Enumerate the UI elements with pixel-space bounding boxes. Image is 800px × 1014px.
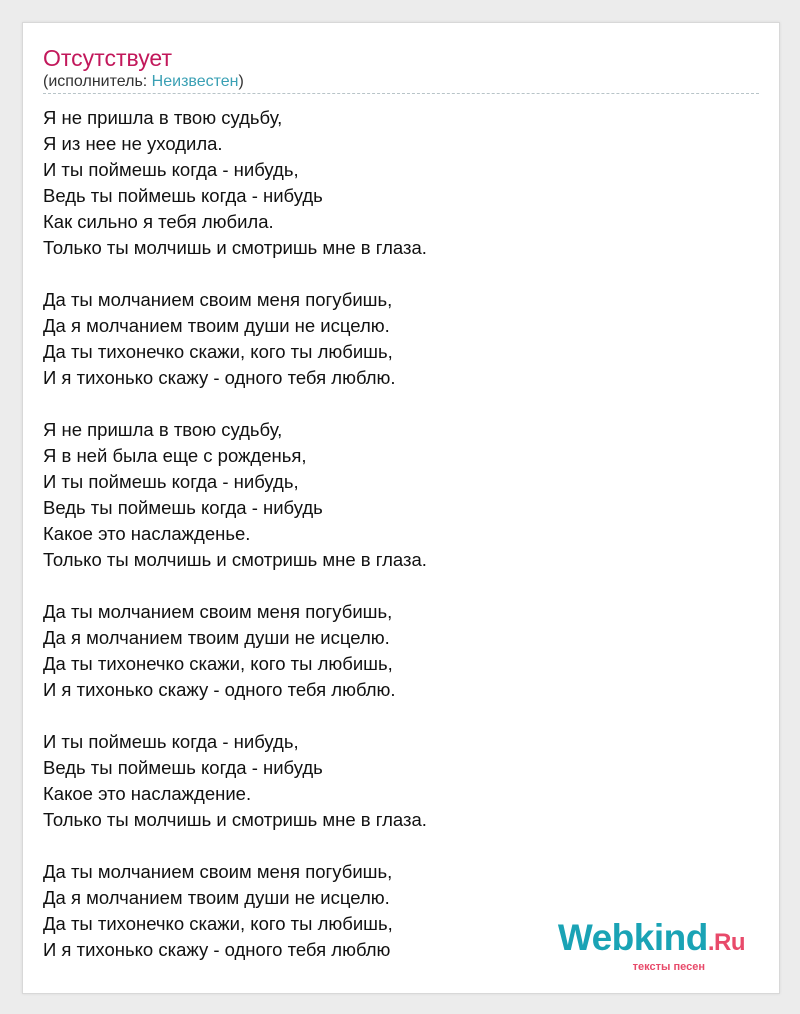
logo-tagline: тексты песен <box>632 961 705 973</box>
lyrics-line: Какое это наслажденье. <box>43 523 251 544</box>
lyrics-line: Я не пришла в твою судьбу, <box>43 107 283 128</box>
logo-wordmark <box>557 917 745 961</box>
lyrics-line: Только ты молчишь и смотришь мне в глаза. <box>43 549 427 570</box>
lyrics-stanza <box>43 287 759 391</box>
webkind-logo[interactable] <box>557 917 745 973</box>
lyrics-stanza <box>43 105 759 261</box>
lyrics-line: Да ты тихонечко скажи, кого ты любишь, <box>43 341 393 362</box>
lyrics-stanza <box>43 417 759 573</box>
lyrics-line: Да ты молчанием своим меня погубишь, <box>43 601 393 622</box>
lyrics-line: И ты поймешь когда - нибудь, <box>43 471 299 492</box>
lyrics-line: Да ты молчанием своим меня погубишь, <box>43 289 393 310</box>
artist-suffix: ) <box>238 73 244 90</box>
lyrics-stanza <box>43 599 759 703</box>
lyrics-line: Ведь ты поймешь когда - нибудь <box>43 757 323 778</box>
lyrics-line: Да я молчанием твоим души не исцелю. <box>43 315 390 336</box>
lyrics-line: Какое это наслаждение. <box>43 783 252 804</box>
lyrics-line: Ведь ты поймешь когда - нибудь <box>43 497 323 518</box>
dashed-divider <box>43 93 759 94</box>
lyrics-line: И я тихонько скажу - одного тебя люблю <box>43 939 391 960</box>
lyrics-line: И ты поймешь когда - нибудь, <box>43 731 299 752</box>
lyrics-line: Я не пришла в твою судьбу, <box>43 419 283 440</box>
lyrics-line: Да ты молчанием своим меня погубишь, <box>43 861 393 882</box>
logo-tld: .Ru <box>707 929 745 956</box>
lyrics-line: Ведь ты поймешь когда - нибудь <box>43 185 323 206</box>
lyrics-line: Только ты молчишь и смотришь мне в глаза. <box>43 237 427 258</box>
logo-main-text: Webkind <box>557 917 708 958</box>
lyrics-line: Да я молчанием твоим души не исцелю. <box>43 887 390 908</box>
lyrics-stanza <box>43 729 759 833</box>
artist-prefix: (исполнитель: <box>43 73 152 90</box>
lyrics-line: И я тихонько скажу - одного тебя люблю. <box>43 679 396 700</box>
lyrics-line: И ты поймешь когда - нибудь, <box>43 159 299 180</box>
artist-line <box>43 72 244 92</box>
lyrics-body <box>43 105 759 989</box>
lyrics-line: Да я молчанием твоим души не исцелю. <box>43 627 390 648</box>
lyrics-line: Я из нее не уходила. <box>43 133 223 154</box>
lyrics-line: Только ты молчишь и смотришь мне в глаза. <box>43 809 427 830</box>
lyrics-line: Я в ней была еще с рожденья, <box>43 445 307 466</box>
artist-link[interactable]: Неизвестен <box>151 73 239 90</box>
lyrics-line: Да ты тихонечко скажи, кого ты любишь, <box>43 913 393 934</box>
lyrics-line: Как сильно я тебя любила. <box>43 211 274 232</box>
lyrics-card <box>22 22 780 994</box>
song-title: Отсутствует <box>43 45 172 71</box>
lyrics-line: Да ты тихонечко скажи, кого ты любишь, <box>43 653 393 674</box>
lyrics-line: И я тихонько скажу - одного тебя люблю. <box>43 367 396 388</box>
